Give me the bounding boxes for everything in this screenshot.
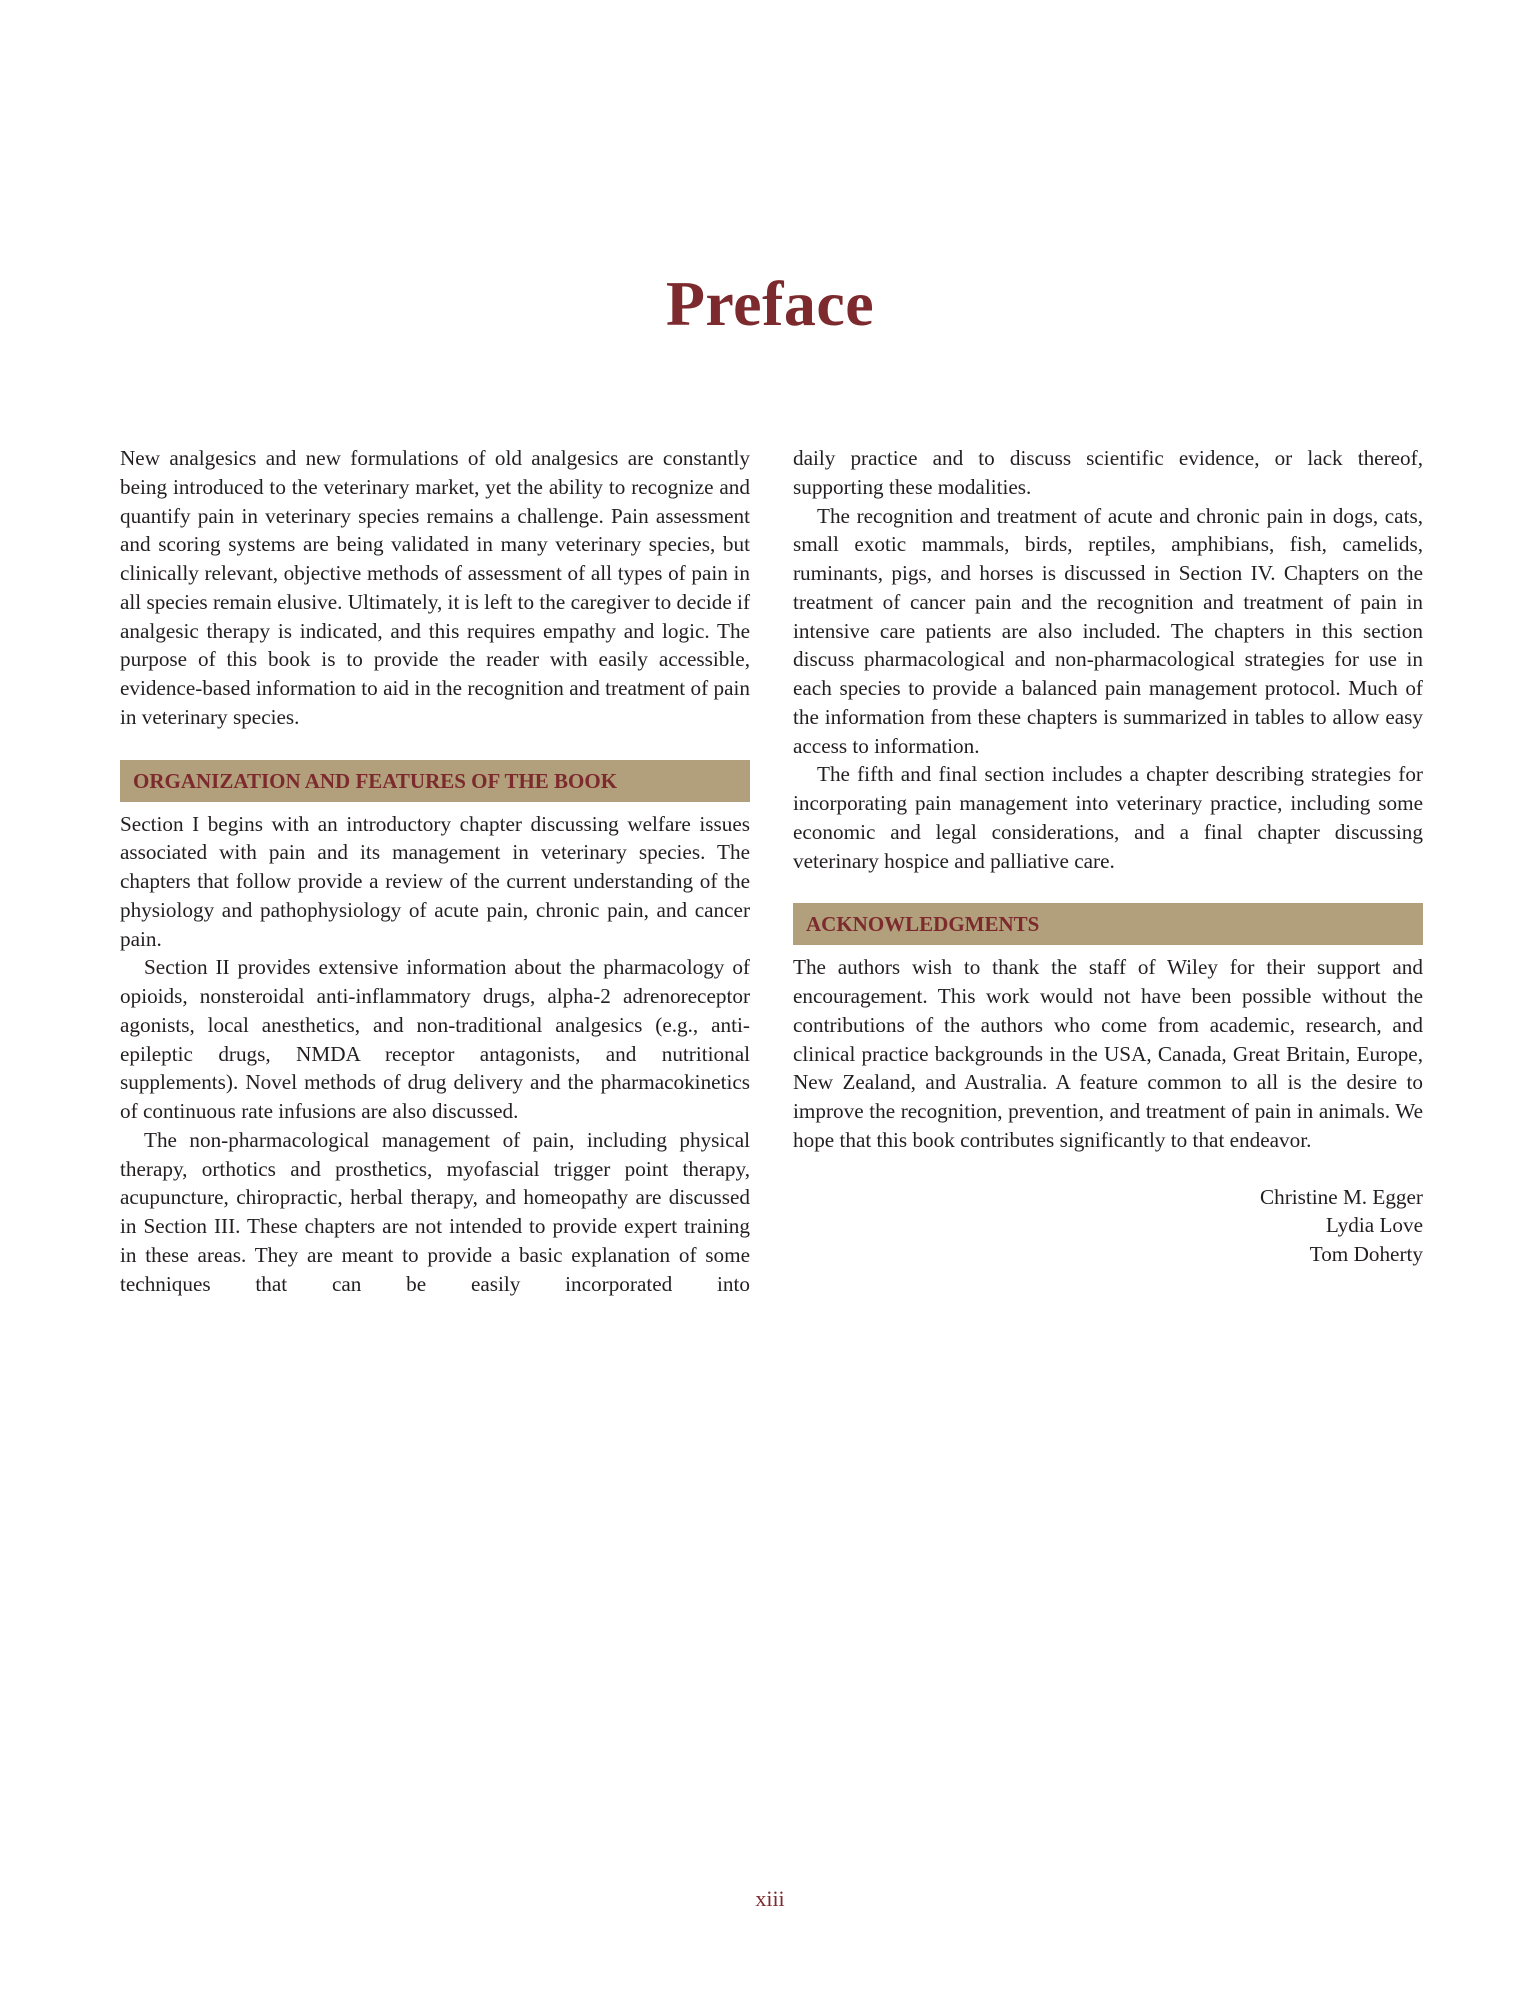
acknowledgment-paragraph: The authors wish to thank the staff of Wiley for their support and encouragement. This work would not have been possible without the contributions of the authors who come from academic, research, and clinical practice backgrounds in the USA, Canada, Great Britain, Europe, New Zealand, and Australia. A feature common to all is the desire to improve the recognition, prevention, and treatment of pain in animals. We hope that this book contributes significantly to that endeavor. xyxy=(793,955,1423,1152)
body-paragraph: Section I begins with an introductory chapter discussing welfare issues associated with pain and its management in veterinary species. The chapters that follow provide a review of the current understanding of the physiology and pathophysiology of acute pain, chronic pain, and cancer pain. xyxy=(120,811,750,951)
body-paragraph: daily practice and to discuss scientific evidence, or lack thereof, supporting these modalities. xyxy=(793,446,1423,499)
author-name: Tom Doherty xyxy=(1309,1242,1423,1266)
body-paragraph: Section II provides extensive information about the pharmacology of opioids, nonsteroidal anti-inflammatory drugs, alpha-2 adrenoreceptor agonists, local anesthetics, and non-traditional analgesics (e.g., anti-epileptic drugs, NMDA receptor antagonists, and nutritional supplements). Novel methods of drug delivery and the pharmacokinetics of continuous rate infusions are also discussed. xyxy=(120,955,750,1123)
body-paragraph: The recognition and treatment of acute and chronic pain in dogs, cats, small exotic mammals, birds, reptiles, amphibians, fish, camelids, ruminants, pigs, and horses is discussed in Section IV. Chapters on the treatment of cancer pain and the recognition and treatment of pain in intensive care patients are also included. The chapters in this section discuss pharmacological and non-pharmacological strategies for use in each species to provide a balanced pain management protocol. Much of the information from these chapters is summarized in tables to allow easy access to information. xyxy=(793,503,1423,758)
right-column xyxy=(793,444,1423,1269)
section-heading-acknowledgments: ACKNOWLEDGMENTS xyxy=(793,903,1423,945)
intro-paragraph: New analgesics and new formulations of old analgesics are constantly being introduced to the veterinary market, yet the ability to recognize and quantify pain in veterinary species remains a challenge. Pain assessment and scoring systems are being validated in many veterinary species, but clinically relevant, objective methods of assessment of all types of pain in all species remain elusive. Ultimately, it is left to the caregiver to decide if analgesic therapy is indicated, and this requires empathy and logic. The purpose of this book is to provide the reader with easily accessible, evidence-based information to aid in the recognition and treatment of pain in veterinary species. xyxy=(120,446,750,729)
page-title: Preface xyxy=(665,268,875,339)
section-heading-organization: ORGANIZATION AND FEATURES OF THE BOOK xyxy=(120,760,750,802)
left-column xyxy=(120,444,750,1298)
body-paragraph: The non-pharmacological management of pain, including physical therapy, orthotics and prosthetics, myofascial trigger point therapy, acupuncture, chiropractic, herbal therapy, and homeopathy are discussed in Section III. These chapters are not intended to provide expert training in these areas. They are meant to provide a basic explanation of some techniques that can be easily incorporated into xyxy=(120,1127,750,1296)
author-signatures xyxy=(793,1183,1423,1269)
page-number: xiii xyxy=(755,1886,785,1911)
author-name: Christine M. Egger xyxy=(1259,1184,1423,1209)
author-name: Lydia Love xyxy=(1325,1213,1423,1238)
body-paragraph: The fifth and final section includes a chapter describing strategies for incorporating pain management into veterinary practice, including some economic and legal considerations, and a final chapter discussing veterinary hospice and palliative care. xyxy=(793,762,1423,873)
